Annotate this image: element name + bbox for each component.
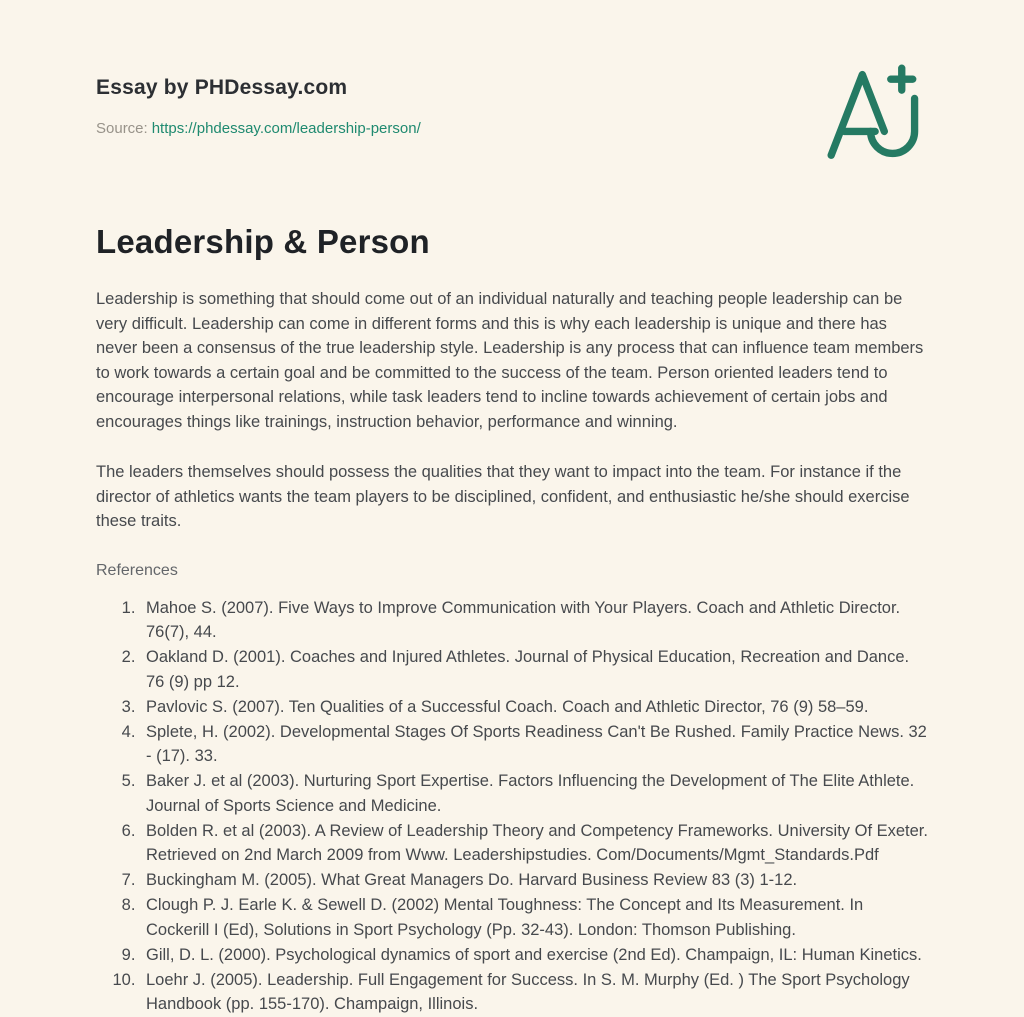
phdessay-logo xyxy=(822,62,932,166)
essay-byline: Essay by PHDessay.com xyxy=(96,76,348,99)
reference-item: 2. Oakland D. (2001). Coaches and Injured Athletes. Journal of Physical Education, Recreation and Dance. 76 (9) pp 12. xyxy=(140,645,928,694)
aplus-logo-icon xyxy=(822,62,932,166)
reference-item: 10. Loehr J. (2005). Leadership. Full Engagement for Success. In S. M. Murphy (Ed. ) The Sport Psychology Handbook (pp. 155-170). Champaign, Illinois. xyxy=(140,968,928,1017)
reference-item: 1. Mahoe S. (2007). Five Ways to Improve Communication with Your Players. Coach and Athletic Director. 76(7), 44. xyxy=(140,596,928,645)
page-title: Leadership & Person xyxy=(96,223,430,260)
reference-item: 5. Baker J. et al (2003). Nurturing Sport Expertise. Factors Influencing the Development of The Elite Athlete. Journal of Sports Science and Medicine. xyxy=(140,769,928,818)
reference-item: 4. Splete, H. (2002). Developmental Stages Of Sports Readiness Can't Be Rushed. Family Practice News. 32 - (17). 33. xyxy=(140,720,928,769)
paragraph-1: Leadership is something that should come out of an individual naturally and teaching people leadership can be very difficult. Leadership can come in different forms and this is why each leadership is unique and there has never been a consensus of the true leadership style. Leadership is any process that can influence team members to work towards a certain goal and be committed to the success of the team. Person oriented leaders tend to encourage interpersonal relations, while task leaders tend to incline towards achievement of certain jobs and encourages things like trainings, instruction behavior, performance and winning. xyxy=(96,290,924,431)
reference-item: 9. Gill, D. L. (2000). Psychological dynamics of sport and exercise (2nd Ed). Champaign, IL: Human Kinetics. xyxy=(140,943,928,968)
references-list xyxy=(96,596,928,1017)
essay-body xyxy=(96,287,928,534)
reference-item: 3. Pavlovic S. (2007). Ten Qualities of a Successful Coach. Coach and Athletic Director, 76 (9) 58–59. xyxy=(140,695,928,720)
references-heading: References xyxy=(96,561,178,579)
source-line xyxy=(96,120,928,137)
paragraph-2: The leaders themselves should possess the qualities that they want to impact into the team. For instance if the director of athletics wants the team players to be disciplined, confident, and enthusiastic he/she should exercise these traits. xyxy=(96,463,910,530)
source-url-link[interactable]: https://phdessay.com/leadership-person/ xyxy=(151,120,421,137)
source-label: Source: xyxy=(96,120,148,137)
reference-item: 6. Bolden R. et al (2003). A Review of Leadership Theory and Competency Frameworks. University Of Exeter. Retrieved on 2nd March 2009 from Www. Leadershipstudies. Com/Documents/Mgmt_Standards.Pdf xyxy=(140,819,928,868)
reference-item: 7. Buckingham M. (2005). What Great Managers Do. Harvard Business Review 83 (3) 1-12. xyxy=(140,868,928,893)
reference-item: 8. Clough P. J. Earle K. & Sewell D. (2002) Mental Toughness: The Concept and Its Measurement. In Cockerill I (Ed), Solutions in Sport Psychology (Pp. 32-43). London: Thomson Publishing. xyxy=(140,893,928,942)
